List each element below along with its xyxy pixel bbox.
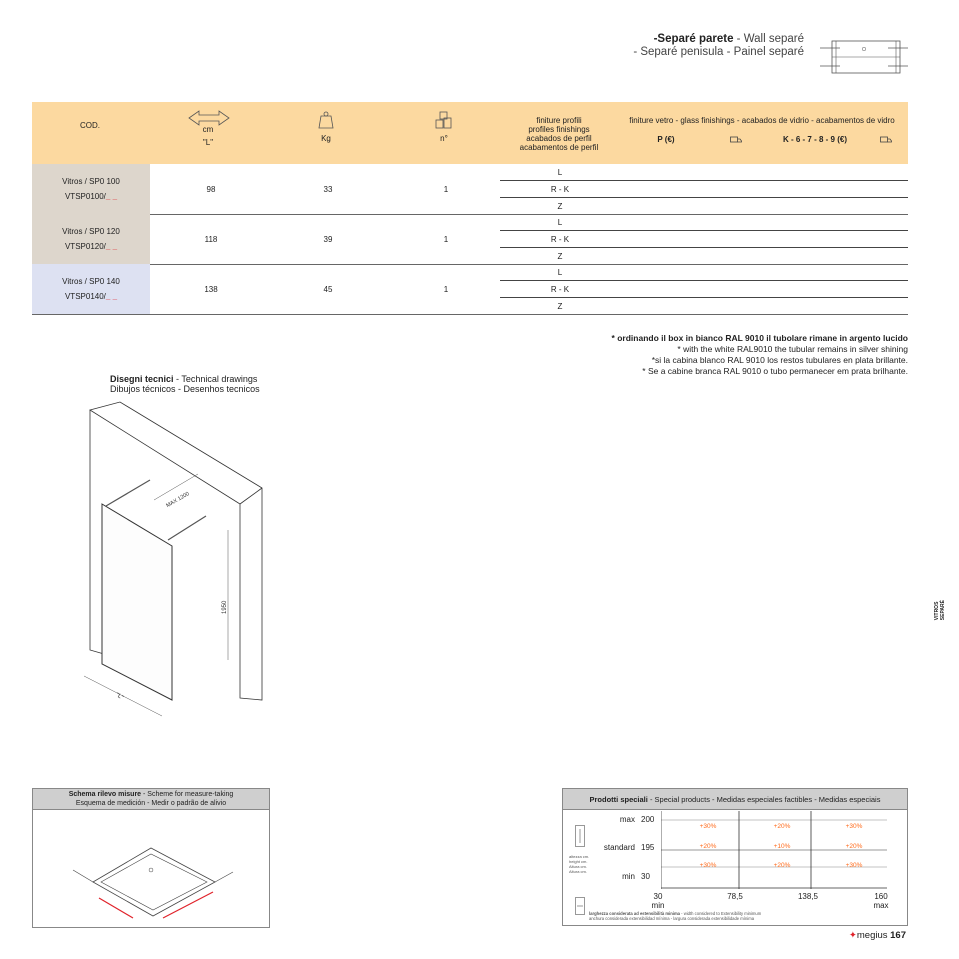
- spec-grid-value: +20%: [773, 823, 791, 830]
- height-caption: [569, 854, 589, 874]
- row-code-cell: [32, 214, 150, 264]
- height-caption-4: Altura cm.: [569, 869, 588, 874]
- spec-grid-value: +30%: [845, 823, 863, 830]
- measure-scheme-box: [32, 788, 270, 928]
- finish-divider: [500, 180, 908, 181]
- col-vetro: finiture vetro - glass finishings - acabados de vidrio - acabamentos de vidro: [629, 116, 895, 125]
- col-kg: Kg: [321, 134, 331, 143]
- header-rest: - Wall separé: [733, 33, 804, 45]
- spec-x-tick-sub: max: [873, 901, 889, 910]
- finish-label: L: [557, 168, 563, 177]
- row-weight: 33: [323, 185, 333, 194]
- spec-x-tick-value: 30: [653, 892, 663, 901]
- spec-x-tick-value: 78,5: [727, 892, 743, 901]
- header-line2: - Separé penisula - Painel separé: [633, 46, 804, 58]
- product-name: Vitros / SP0 100: [62, 177, 120, 186]
- col-n: n°: [440, 134, 448, 143]
- special-products-header: [563, 789, 907, 810]
- height-label: 1950: [222, 600, 228, 614]
- spec-x-tick: [720, 892, 750, 901]
- table-header: [32, 102, 908, 164]
- code-suffix: _ _: [105, 242, 118, 251]
- page-footer: [849, 930, 906, 941]
- footer-brand: megius: [856, 930, 888, 941]
- spec-grid-value: +30%: [845, 862, 863, 869]
- width-arrow-icon: [575, 897, 585, 915]
- max-label: MAX 1200: [165, 491, 191, 510]
- spec-x-tick-sub: min: [651, 901, 665, 910]
- finish-divider: [500, 280, 908, 281]
- note-it: * ordinando il box in bianco RAL 9010 il tubolare rimane in argento lucido: [611, 333, 908, 343]
- spec-grid-value: +20%: [699, 843, 717, 850]
- spec-x-tick-value: 138,5: [797, 892, 819, 901]
- row-length: 138: [204, 285, 218, 294]
- finish-divider: [500, 197, 908, 198]
- spec-row-value: 30: [641, 872, 650, 881]
- spec-grid-value: +10%: [773, 843, 791, 850]
- col-finiture: [512, 116, 606, 152]
- row-packages: 1: [443, 235, 449, 244]
- product-code: VTSP0100/_ _: [64, 192, 118, 201]
- row-code-cell: [32, 264, 150, 314]
- code-suffix: _ _: [105, 292, 118, 301]
- finish-label: Z: [557, 252, 563, 261]
- finish-label: R - K: [550, 235, 570, 244]
- finish-divider: [500, 247, 908, 248]
- finish-label: Z: [557, 302, 563, 311]
- side-tab: [934, 600, 946, 620]
- packages-icon: [434, 110, 454, 130]
- special-rest: - Special products - Medidas especiales factibles - Medidas especiais: [647, 795, 881, 804]
- schema-rest: - Scheme for measure-taking: [141, 791, 234, 798]
- spec-grid-value: +30%: [699, 862, 717, 869]
- brand-logo-icon: ✦: [848, 930, 857, 941]
- spec-row-value: 200: [641, 815, 655, 824]
- finiture-pt: acabamentos de perfil: [519, 143, 599, 152]
- wall-separe-icon: [818, 36, 910, 78]
- spec-grid-value: +20%: [845, 843, 863, 850]
- page-number: 167: [890, 930, 906, 941]
- row-weight: 39: [323, 235, 333, 244]
- width-caption: [589, 911, 889, 921]
- row-divider: [32, 264, 908, 265]
- code-suffix: _ _: [105, 192, 118, 201]
- product-code: VTSP0120/_ _: [64, 242, 118, 251]
- note-en: * with the white RAL9010 the tubular remains in silver shining: [677, 344, 908, 354]
- spec-row-label: max: [619, 815, 635, 824]
- row-packages: 1: [443, 285, 449, 294]
- note-pt: * Se a cabine branca RAL 9010 o tubo permanecer em prata brilhante.: [642, 366, 908, 376]
- special-bold: Prodotti speciali: [589, 795, 648, 804]
- col-price-k: K - 6 - 7 - 8 - 9 (€): [782, 135, 847, 144]
- header-bold: -Separé parete: [653, 33, 734, 45]
- width-caption-bold: larghezza considerata ad estensibilità minima: [589, 911, 680, 916]
- schema-bold: Schema rilevo misure: [68, 791, 142, 798]
- width-caption-rest: - width considered to Extensibility minimum: [680, 911, 762, 916]
- product-code: VTSP0140/_ _: [64, 292, 118, 301]
- row-length: 98: [206, 185, 216, 194]
- height-caption-3: Altura cm.: [569, 864, 588, 869]
- row-weight: 45: [323, 285, 333, 294]
- height-caption-2: height cm.: [569, 859, 588, 864]
- spec-x-tick-value: 160: [874, 892, 888, 901]
- measure-scheme-header: [33, 789, 269, 810]
- row-packages: 1: [443, 185, 449, 194]
- finiture-en: profiles finishings: [528, 125, 590, 134]
- product-name: Vitros / SP0 120: [62, 227, 120, 236]
- tech-drawings-rest: - Technical drawings: [173, 374, 258, 384]
- row-code-cell: [32, 164, 150, 214]
- row-divider: [32, 314, 908, 315]
- product-name: Vitros / SP0 140: [62, 277, 120, 286]
- measure-scheme-drawing: [33, 810, 269, 927]
- note-es: *si la cabina blanco RAL 9010 los restos tubulares en plata brillante.: [651, 355, 908, 365]
- side-tab-2: SEPARÉ: [940, 600, 946, 621]
- schema-line2: Esquema de medición - Medir o padrão de alivio: [75, 800, 227, 807]
- finish-label: R - K: [550, 185, 570, 194]
- height-caption-1: altezza cm.: [569, 854, 590, 859]
- row-divider: [32, 214, 908, 215]
- finish-label: L: [557, 268, 563, 277]
- tech-drawings-title: [110, 374, 260, 394]
- finiture-es: acabados de perfil: [526, 134, 592, 143]
- truck-icon: [730, 136, 742, 144]
- spec-x-tick: [793, 892, 823, 901]
- row-length: 118: [204, 235, 218, 244]
- spec-grid-value: +20%: [773, 862, 791, 869]
- spec-x-tick: [643, 892, 673, 910]
- spec-row-label: standard: [603, 843, 635, 852]
- side-tab-1: VITROS: [934, 601, 940, 621]
- spec-row-value: 195: [641, 843, 655, 852]
- spec-row-label: min: [622, 872, 635, 881]
- finish-divider: [500, 230, 908, 231]
- truck-icon: [880, 136, 892, 144]
- finish-label: R - K: [550, 285, 570, 294]
- tech-drawings-line2: Dibujos técnicos - Desenhos tecnicos: [110, 384, 260, 394]
- l-label: "L": [114, 692, 125, 702]
- finish-label: L: [557, 218, 563, 227]
- weight-icon: [316, 110, 336, 130]
- col-cm: cm: [202, 125, 214, 134]
- technical-drawing: [80, 400, 270, 730]
- finish-label: Z: [557, 202, 563, 211]
- width-caption-2: anchura considerada extensibilidad mínima - largura considerada extensibilidade mínima: [589, 916, 755, 921]
- spec-x-tick: [866, 892, 896, 910]
- finish-divider: [500, 297, 908, 298]
- special-products-box: [562, 788, 908, 926]
- page-header-title: [633, 33, 804, 59]
- col-price-p: P (€): [657, 135, 675, 144]
- tech-drawings-bold: Disegni tecnici: [110, 374, 174, 384]
- col-L: "L": [202, 138, 214, 147]
- spec-grid-value: +30%: [699, 823, 717, 830]
- finiture-it: finiture profili: [536, 116, 582, 125]
- col-cod: COD.: [80, 121, 100, 130]
